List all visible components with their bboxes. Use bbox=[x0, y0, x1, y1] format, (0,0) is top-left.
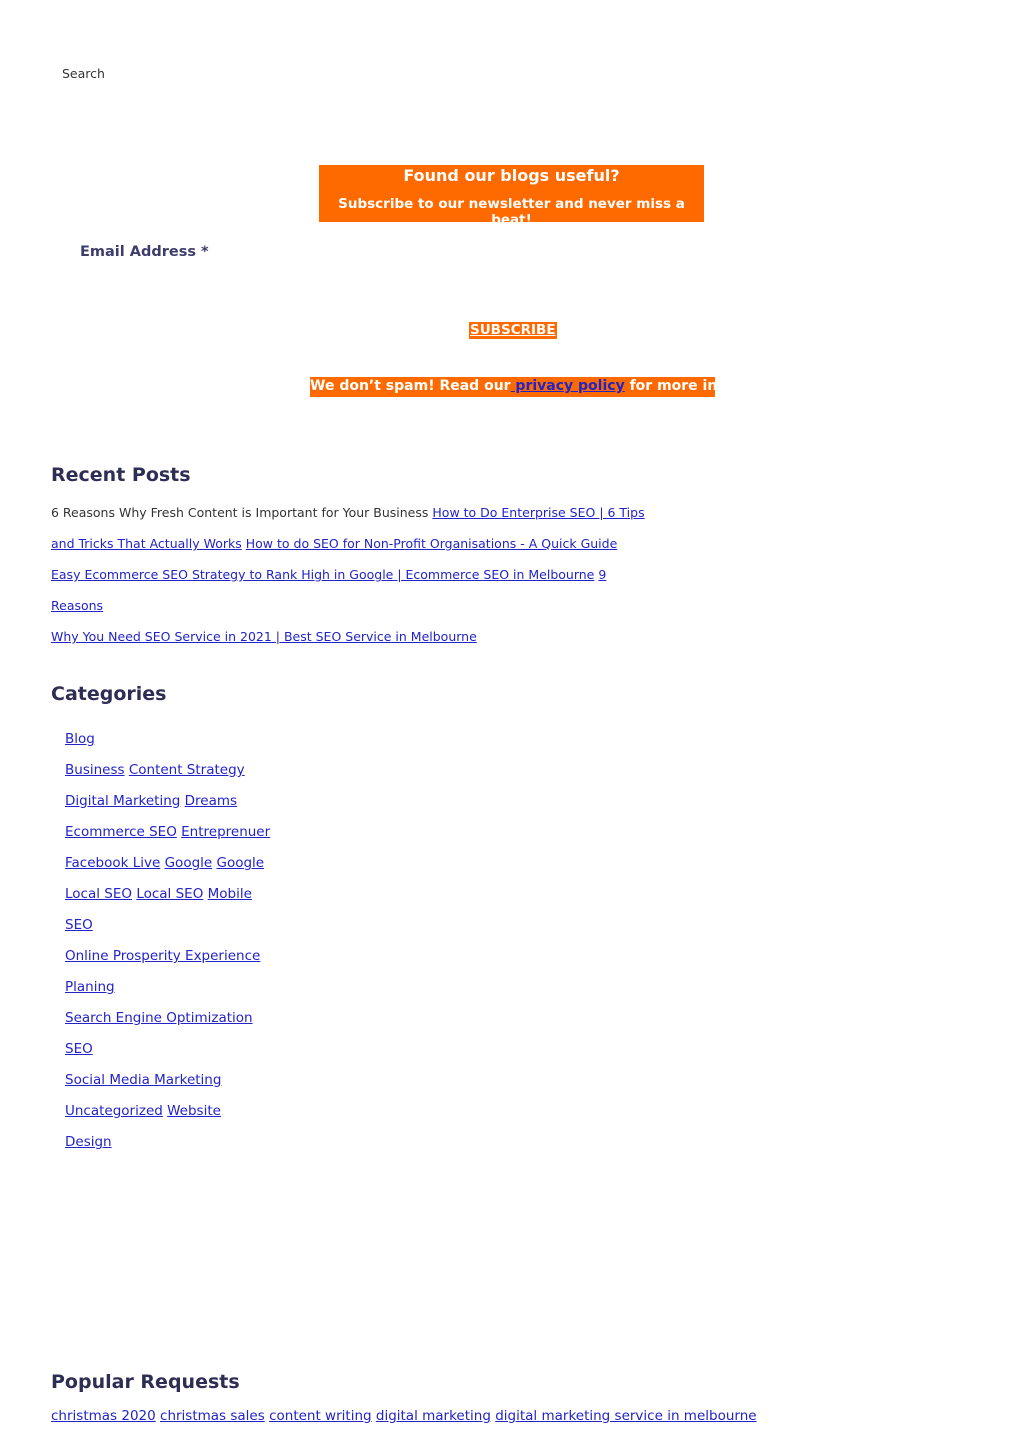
category-link-google[interactable]: Google bbox=[164, 855, 213, 871]
popular-request-link[interactable]: christmas sales bbox=[160, 1408, 265, 1424]
subscribe-button[interactable]: SUBSCRIBE bbox=[470, 322, 556, 338]
popular-request-link[interactable]: christmas 2020 bbox=[51, 1408, 156, 1424]
category-link-social-media-marketing[interactable]: Social Media Marketing bbox=[65, 1072, 222, 1088]
search-label: Search bbox=[62, 66, 105, 81]
recent-post-link[interactable]: How to Do Enterprise SEO | 6 Tips bbox=[432, 505, 645, 520]
privacy-policy-link[interactable]: privacy policy bbox=[510, 378, 625, 394]
recent-posts-heading: Recent Posts bbox=[51, 464, 191, 486]
category-link-seo[interactable]: SEO bbox=[65, 917, 93, 933]
recent-post-link[interactable]: and Tricks That Actually Works bbox=[51, 536, 242, 551]
category-link-mobile[interactable]: Mobile bbox=[207, 886, 252, 902]
category-link-entreprenuer[interactable]: Entreprenuer bbox=[181, 824, 271, 840]
popular-requests-heading: Popular Requests bbox=[51, 1371, 240, 1393]
categories-list bbox=[65, 724, 270, 1158]
email-field-label: Email Address * bbox=[80, 244, 209, 260]
category-link-design[interactable]: Design bbox=[65, 1134, 112, 1150]
spam-notice-suffix: for more info. bbox=[624, 378, 739, 394]
category-link-local-seo[interactable]: Local SEO bbox=[65, 886, 133, 902]
popular-requests-list bbox=[51, 1406, 757, 1426]
recent-post-link[interactable]: Why You Need SEO Service in 2021 | Best SEO Service in Melbourne bbox=[51, 629, 477, 644]
category-link-google-2[interactable]: Google bbox=[216, 855, 265, 871]
spam-notice bbox=[310, 377, 739, 397]
popular-request-link[interactable]: digital marketing bbox=[375, 1408, 491, 1424]
recent-post-item: 6 Reasons Why Fresh Content is Important for Your Business bbox=[51, 505, 429, 520]
category-link-website[interactable]: Website bbox=[167, 1103, 221, 1119]
spam-notice-prefix: We don’t spam! Read our bbox=[310, 378, 511, 394]
category-link-content-strategy[interactable]: Content Strategy bbox=[128, 762, 245, 778]
category-link-local-seo-2[interactable]: Local SEO bbox=[136, 886, 204, 902]
category-link-uncategorized[interactable]: Uncategorized bbox=[65, 1103, 163, 1119]
recent-post-link[interactable]: 9 Reasons bbox=[51, 567, 607, 613]
recent-post-link[interactable]: How to do SEO for Non-Profit Organisations - A Quick Guide bbox=[245, 536, 618, 551]
popular-request-link[interactable]: digital marketing service in melbourne bbox=[495, 1408, 757, 1424]
recent-posts-list bbox=[51, 497, 651, 652]
category-link-business[interactable]: Business bbox=[65, 762, 125, 778]
newsletter-title: Found our blogs useful? bbox=[403, 166, 620, 185]
newsletter-banner bbox=[319, 165, 704, 228]
category-link-ecommerce-seo[interactable]: Ecommerce SEO bbox=[65, 824, 177, 840]
category-link-online-prosperity-experience[interactable]: Online Prosperity Experience bbox=[65, 948, 261, 964]
categories-heading: Categories bbox=[51, 683, 167, 705]
category-link-digital-marketing[interactable]: Digital Marketing bbox=[65, 793, 181, 809]
category-link-blog[interactable]: Blog bbox=[65, 731, 95, 747]
category-link-planing[interactable]: Planing bbox=[65, 979, 115, 995]
category-link-search-engine-optimization[interactable]: Search Engine Optimization bbox=[65, 1010, 253, 1026]
category-link-dreams[interactable]: Dreams bbox=[184, 793, 238, 809]
newsletter-subtitle: Subscribe to our newsletter and never miss a beat! bbox=[338, 196, 685, 228]
popular-request-link[interactable]: content writing bbox=[269, 1408, 372, 1424]
category-link-facebook-live[interactable]: Facebook Live bbox=[65, 855, 161, 871]
recent-post-link[interactable]: Easy Ecommerce SEO Strategy to Rank High in Google | Ecommerce SEO in Melbourne bbox=[51, 567, 595, 582]
category-link-seo-2[interactable]: SEO bbox=[65, 1041, 93, 1057]
